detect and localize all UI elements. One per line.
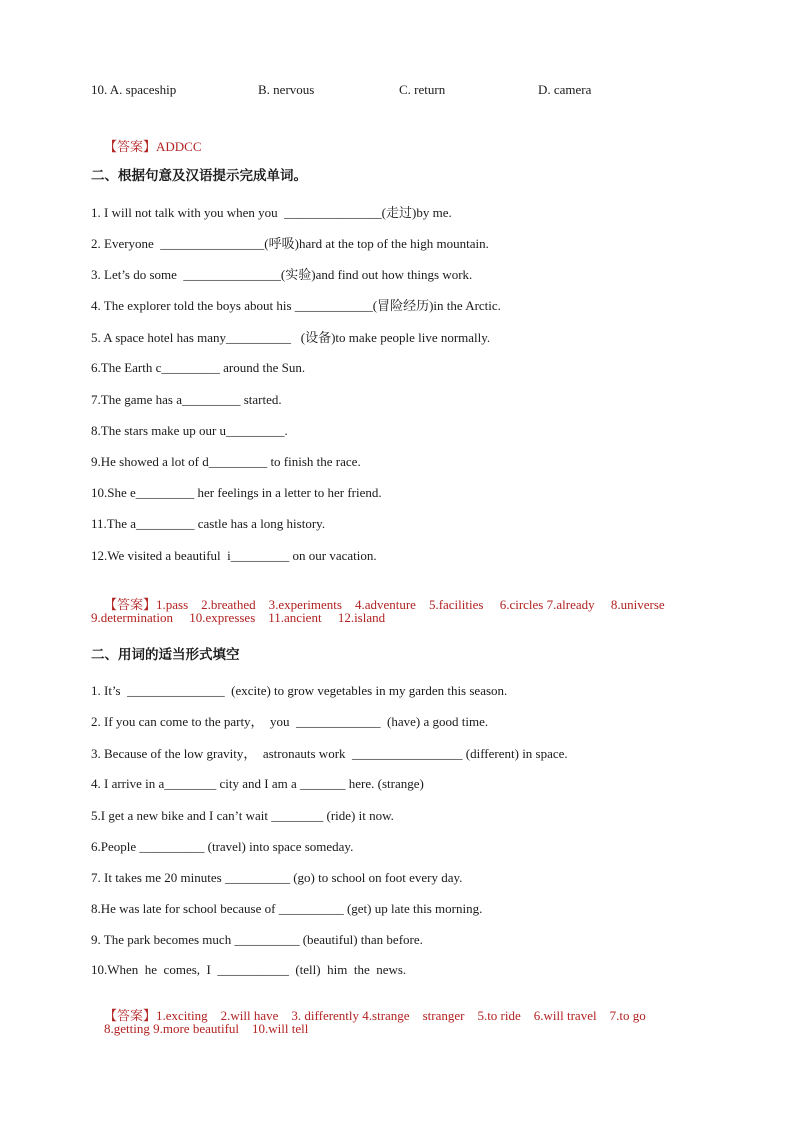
answer-text: 1.exciting 2.will have 3. differently 4.strange stranger 5.to ride 6.will travel 7.to go (156, 1008, 646, 1023)
question-item: 1. I will not talk with you when you _______________(走过)by me. (91, 205, 452, 220)
section-heading: 二、根据句意及汉语提示完成单词。 (91, 168, 307, 184)
question-item: 9. The park becomes much __________ (beautiful) than before. (91, 932, 423, 947)
question-item: 10.When he comes, I ___________ (tell) him the news. (91, 962, 407, 977)
question-item: 6.The Earth c_________ around the Sun. (91, 360, 306, 375)
question-item: 11.The a_________ castle has a long history. (91, 516, 326, 531)
q10-option-a: 10. A. spaceship (91, 82, 177, 97)
question-item: 3. Because of the low gravity， astronauts work _________________ (different) in space. (91, 746, 568, 761)
answer-tag: 【答案】 (104, 140, 157, 155)
q10-option-b: B. nervous (258, 82, 315, 97)
question-item: 8.He was late for school because of __________ (get) up late this morning. (91, 901, 483, 916)
question-item: 5. A space hotel has many__________ (设备)to make people live normally. (91, 330, 491, 345)
question-item: 2. Everyone ________________(呼吸)hard at the top of the high mountain. (91, 236, 489, 251)
answer-text-continued: 9.determination 10.expresses 11.ancient 12.island (91, 610, 386, 625)
question-item: 4. I arrive in a________ city and I am a _______ here. (strange) (91, 776, 424, 791)
question-item: 3. Let’s do some _______________(实验)and find out how things work. (91, 267, 473, 282)
question-item: 2. If you can come to the party， you _____________ (have) a good time. (91, 714, 489, 729)
answer-text-continued: 8.getting 9.more beautiful 10.will tell (104, 1021, 309, 1036)
question-item: 4. The explorer told the boys about his ____________(冒险经历)in the Arctic. (91, 298, 501, 313)
section-heading: 二、用词的适当形式填空 (91, 647, 240, 663)
question-item: 9.He showed a lot of d_________ to finish the race. (91, 454, 361, 469)
question-item: 5.I get a new bike and I can’t wait ________ (ride) it now. (91, 808, 394, 823)
answer-text: ADDCC (156, 139, 202, 154)
question-item: 7. It takes me 20 minutes __________ (go) to school on foot every day. (91, 870, 463, 885)
answer-tag: 【答案】 (104, 598, 157, 613)
q10-option-c: C. return (399, 82, 446, 97)
question-item: 10.She e_________ her feelings in a letter to her friend. (91, 485, 382, 500)
q10-option-d: D. camera (538, 82, 592, 97)
question-item: 7.The game has a_________ started. (91, 392, 282, 407)
question-item: 12.We visited a beautiful i_________ on our vacation. (91, 548, 377, 563)
question-item: 6.People __________ (travel) into space someday. (91, 839, 354, 854)
question-item: 1. It’s _______________ (excite) to grow vegetables in my garden this season. (91, 683, 508, 698)
answer-text: 1.pass 2.breathed 3.experiments 4.adventure 5.facilities 6.circles 7.already 8.universe (156, 597, 665, 612)
question-item: 8.The stars make up our u_________. (91, 423, 288, 438)
answer-tag: 【答案】 (104, 1009, 157, 1024)
